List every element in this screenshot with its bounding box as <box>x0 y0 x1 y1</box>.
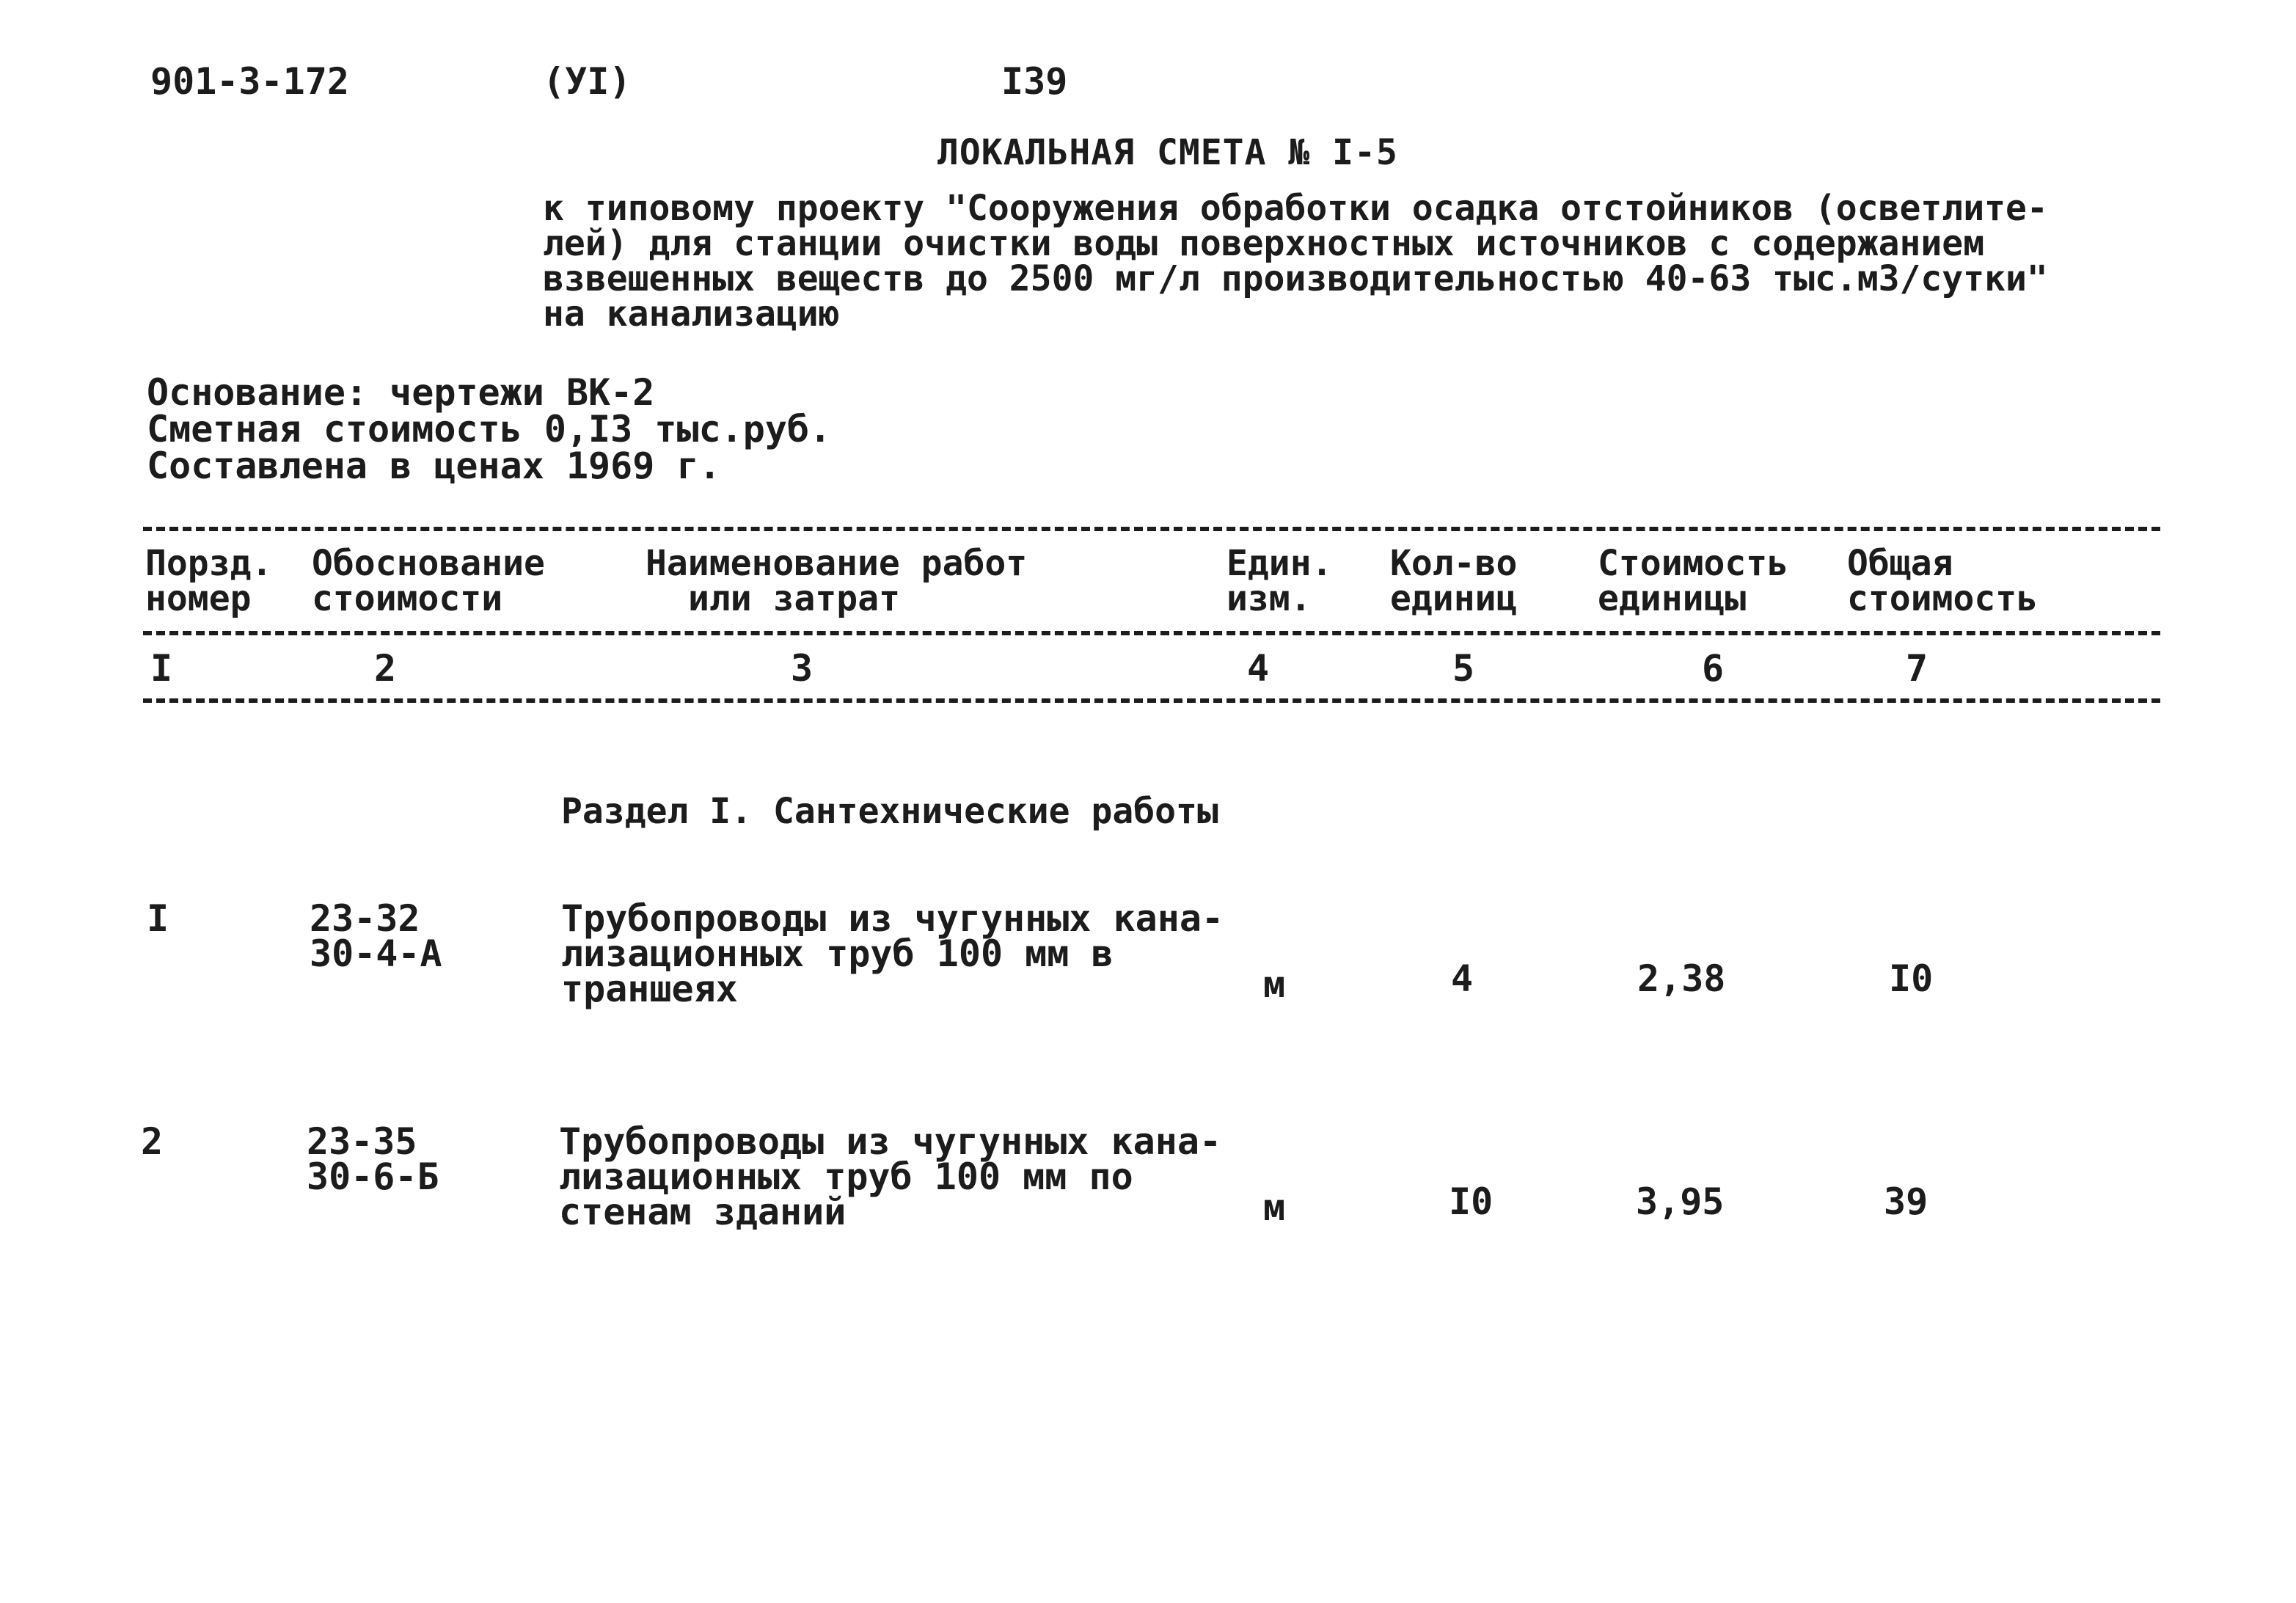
subtitle-line: лей) для станции очистки воды поверхностных источников с содержанием <box>543 223 1985 264</box>
row-basis <box>310 897 442 975</box>
row-work-name-line: стенам зданий <box>559 1191 847 1233</box>
column-number: I <box>150 647 173 690</box>
row-basis-line: 30-6-Б <box>307 1155 439 1198</box>
estimate-info <box>147 371 832 487</box>
column-header-number <box>145 543 273 619</box>
row-unit-cost: 2,38 <box>1637 957 1726 1000</box>
basis-line: Основание: чертежи ВК-2 <box>147 371 655 414</box>
subtitle-line: к типовому проекту "Сооружения обработки осадка отстойников (осветлите- <box>543 188 2048 229</box>
column-header-total <box>1847 543 2039 619</box>
column-header-line: Обоснование <box>312 543 545 584</box>
row-work-name-line: Трубопроводы из чугунных кана- <box>559 1120 1222 1163</box>
column-header-line: единиц <box>1390 578 1518 619</box>
table-top-rule <box>143 527 2160 531</box>
row-basis <box>307 1120 439 1198</box>
column-number: 5 <box>1452 647 1475 690</box>
row-unit: м <box>1263 1186 1286 1229</box>
document-subtitle <box>543 188 2048 335</box>
column-header-name <box>646 543 1028 619</box>
row-work-name <box>561 897 1224 1010</box>
estimated-cost-line: Сметная стоимость 0,I3 тыс.руб. <box>147 408 832 450</box>
column-header-line: изм. <box>1226 578 1312 619</box>
column-header-line: номер <box>145 578 252 619</box>
column-header-quantity <box>1390 543 1518 619</box>
volume-number: (УI) <box>543 60 632 103</box>
column-header-line: стоимость <box>1847 578 2039 619</box>
column-header-line: единицы <box>1598 578 1747 619</box>
row-basis-line: 23-35 <box>307 1120 417 1163</box>
column-header-line: Общая <box>1847 543 1953 584</box>
section-title: Раздел I. Сантехнические работы <box>561 791 1218 832</box>
column-header-unit <box>1226 543 1333 619</box>
row-work-name <box>559 1120 1222 1233</box>
column-number: 2 <box>374 647 397 690</box>
column-header-line: Един. <box>1226 543 1333 584</box>
subtitle-line: взвешенных веществ до 2500 мг/л производительностью 40-63 тыс.м3/сутки" <box>543 258 2048 299</box>
table-numbers-rule <box>143 698 2160 703</box>
row-work-name-line: лизационных труб 100 мм в <box>561 932 1114 975</box>
column-header-line: Кол-во <box>1390 543 1518 584</box>
row-basis-line: 30-4-А <box>310 932 442 975</box>
row-number: I <box>147 897 169 940</box>
column-header-basis <box>312 543 545 619</box>
row-basis-line: 23-32 <box>310 897 420 940</box>
column-number: 4 <box>1247 647 1270 690</box>
column-header-line: Стоимость <box>1598 543 1789 584</box>
document-title: ЛОКАЛЬНАЯ СМЕТА № I-5 <box>937 132 1398 173</box>
subtitle-line: на канализацию <box>543 293 840 335</box>
column-number: 7 <box>1906 647 1928 690</box>
column-header-unit-cost <box>1598 543 1789 619</box>
row-quantity: I0 <box>1449 1180 1494 1223</box>
page-number: I39 <box>1001 60 1068 103</box>
column-header-line: стоимости <box>312 578 503 619</box>
row-work-name-line: лизационных труб 100 мм по <box>559 1155 1133 1198</box>
row-unit-cost: 3,95 <box>1636 1180 1725 1223</box>
row-total: 39 <box>1884 1180 1928 1223</box>
price-level-line: Составлена в ценах 1969 г. <box>147 445 721 487</box>
column-header-line: или затрат <box>688 578 900 619</box>
row-work-name-line: траншеях <box>561 968 738 1010</box>
row-quantity: 4 <box>1451 957 1474 1000</box>
row-unit: м <box>1263 963 1286 1006</box>
document-code: 901-3-172 <box>150 60 349 103</box>
row-work-name-line: Трубопроводы из чугунных кана- <box>561 897 1224 940</box>
column-number: 3 <box>791 647 814 690</box>
column-header-line: Наименование работ <box>646 543 1028 584</box>
column-header-line: Порзд. <box>145 543 273 584</box>
column-number: 6 <box>1702 647 1725 690</box>
row-total: I0 <box>1889 957 1934 1000</box>
table-header-rule <box>143 631 2160 635</box>
row-number: 2 <box>141 1120 164 1163</box>
